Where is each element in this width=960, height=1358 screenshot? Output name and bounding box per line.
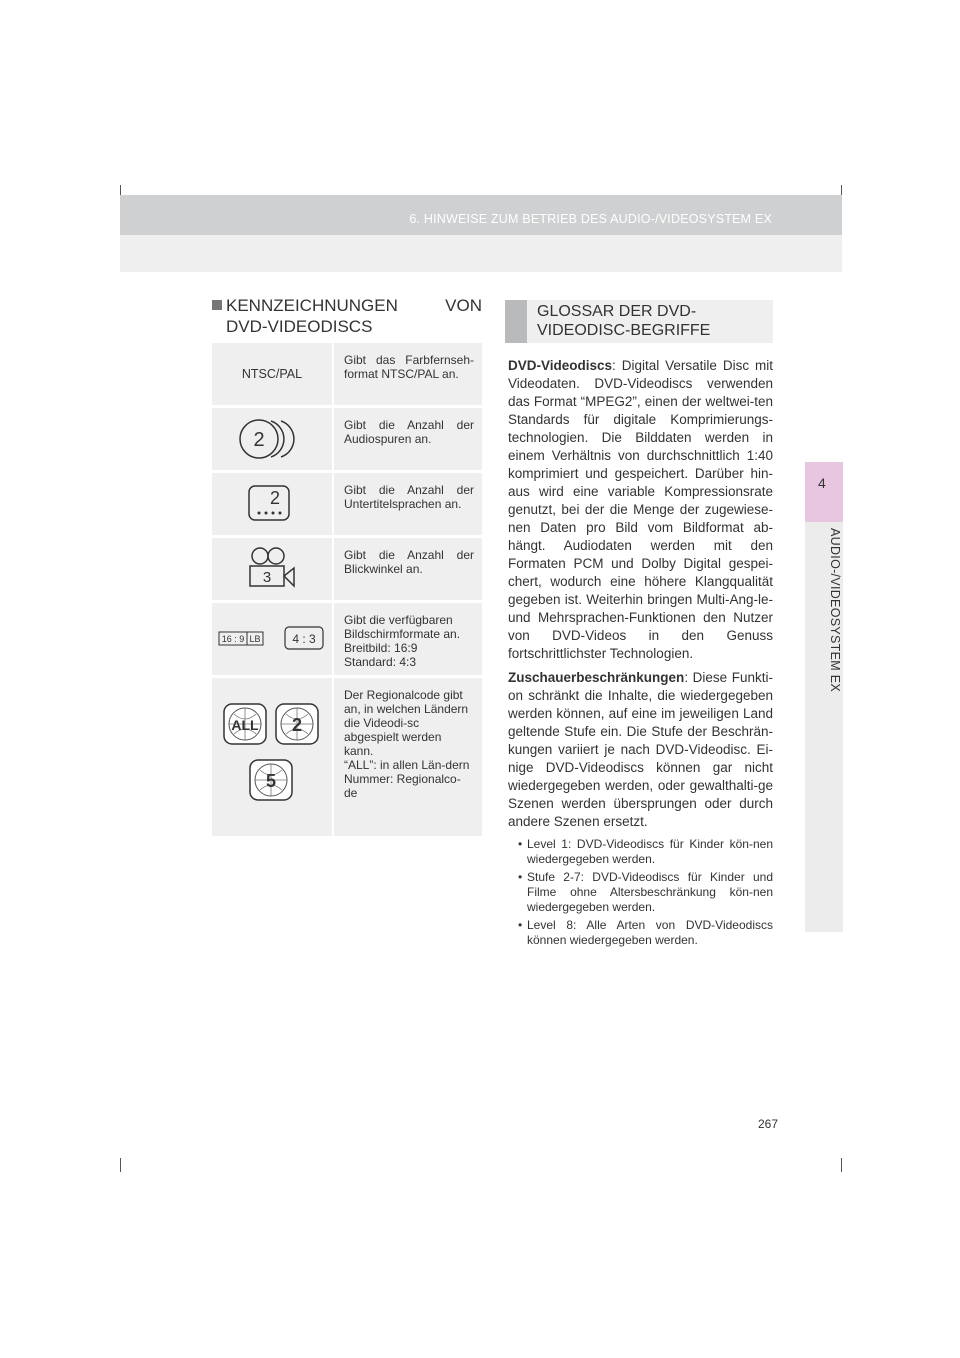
svg-text:2: 2 [269,488,281,508]
camera-angles-icon [212,538,334,600]
dvd-marks-table [212,343,482,837]
table-row [212,678,482,837]
ntsc-pal-label: NTSC/PAL [212,343,334,405]
glossary-paragraph: Zuschauerbeschränkungen: Diese Funkti-on schränkt die Inhalte, die wiedergegeben werden können, auf eine im jeweiligen Land geltende Stufe ein. Die Stufe der Beschrän-kungen variiert je nach DVD-Videodisc. Ei-nige DVD-Videodiscs können gar nicht wiedergegeben werden, oder gewalthalti-ge Szenen werden übersprungen oder durch andere Szenen ersetzt. [508,670,773,829]
subtitle-languages-icon [212,473,334,535]
audio-tracks-icon [212,408,334,470]
list-item: • Stufe 2-7: DVD-Videodiscs für Kinder und Filme ohne Altersbeschränkung kön-nen wiedergegeben werden. [518,870,773,915]
svg-text:LB: LB [249,634,261,644]
svg-text:3: 3 [262,569,272,586]
table-row [212,343,482,406]
square-bullet-icon [212,300,222,310]
row-description: Gibt die Anzahl der Audiospuren an. [344,418,474,446]
glossary-title-line2: VIDEODISC-BEGRIFFE [537,322,711,339]
page-number: 267 [758,1117,779,1131]
screen-format-icon [212,603,334,675]
table-row [212,538,482,601]
table-row [212,408,482,471]
svg-text:4 : 3: 4 : 3 [292,632,316,646]
glossary-title-line1: GLOSSAR DER DVD- [537,303,697,320]
svg-text:5: 5 [265,771,277,791]
glossary-paragraph: DVD-Videodiscs: Digital Versatile Disc mit Videodaten. DVD-Videodiscs verwenden das Format “MPEG2”, einen der weltwei-ten Standards für digitale Komprimierungs-technologien. Die Bilddaten werden in einem Verhältnis von durchschnittlich 1:40 komprimiert und gespeichert. Darüber hin-aus wird eine variable Kompressionsrate genutzt, bei der die Menge der zugewiese-nen Daten pro Bild vom Bildformat ab-hängt. Audiodaten werden mit den Formaten PCM und Dolby Digital gespei-chert, wodurch eine höhere Klangqualität gegeben ist. Weiterhin bringen Multi-Ang-le- und Mehrsprachen-Funktionen den Nutzer von DVD-Videos in den Genuss fortschrittlichster Technologien. [508,358,773,661]
svg-text:16 : 9: 16 : 9 [221,634,245,644]
section-heading-line1a: KENNZEICHNUNGEN [226,296,398,315]
glossary-heading-bar [505,300,527,343]
restriction-levels-list [508,837,773,948]
section-heading-line2: DVD-VIDEODISCS [226,317,373,336]
svg-text:2: 2 [253,429,265,451]
chapter-accent [805,462,843,522]
row-description: Gibt die verfügbaren Bildschirmformate an. Breitbild: 16:9 Standard: 4:3 [344,613,461,669]
svg-text:2: 2 [291,715,303,735]
term-zuschauerbeschraenkungen: Zuschauerbeschränkungen [508,670,685,685]
header-title: 6. HINWEISE ZUM BETRIEB DES AUDIO-/VIDEOSYSTEM EX [409,212,772,226]
section-heading [212,295,482,337]
region-code-icon [212,678,334,836]
table-row [212,603,482,676]
table-row [212,473,482,536]
chapter-label: AUDIO-/VIDEOSYSTEM EX [828,528,842,692]
glossary-heading [505,300,773,343]
term-dvd-videodiscs: DVD-Videodiscs [508,358,613,373]
row-description: Der Regionalcode gibt an, in welchen Ländern die Videodi-sc abgespielt werden kann. “ALL”: in allen Län-dern Nummer: Regionalco-de [344,688,470,800]
list-item: • Level 8: Alle Arten von DVD-Videodiscs können wiedergegeben werden. [518,918,773,948]
svg-text:ALL: ALL [231,717,259,733]
chapter-number: 4 [818,475,826,491]
list-item: • Level 1: DVD-Videodiscs für Kinder kön-nen wiedergegeben werden. [518,837,773,867]
header-lower-band [120,235,842,272]
crop-mark [120,1158,121,1172]
section-heading-line1b: VON [445,296,482,315]
row-description: Gibt die Anzahl der Untertitelsprachen an. [344,483,474,511]
row-description: Gibt das Farbfernseh-format NTSC/PAL an. [344,353,474,381]
crop-mark [841,1158,842,1172]
row-description: Gibt die Anzahl der Blickwinkel an. [344,548,474,576]
header-band [120,195,842,235]
glossary-body [508,357,773,951]
